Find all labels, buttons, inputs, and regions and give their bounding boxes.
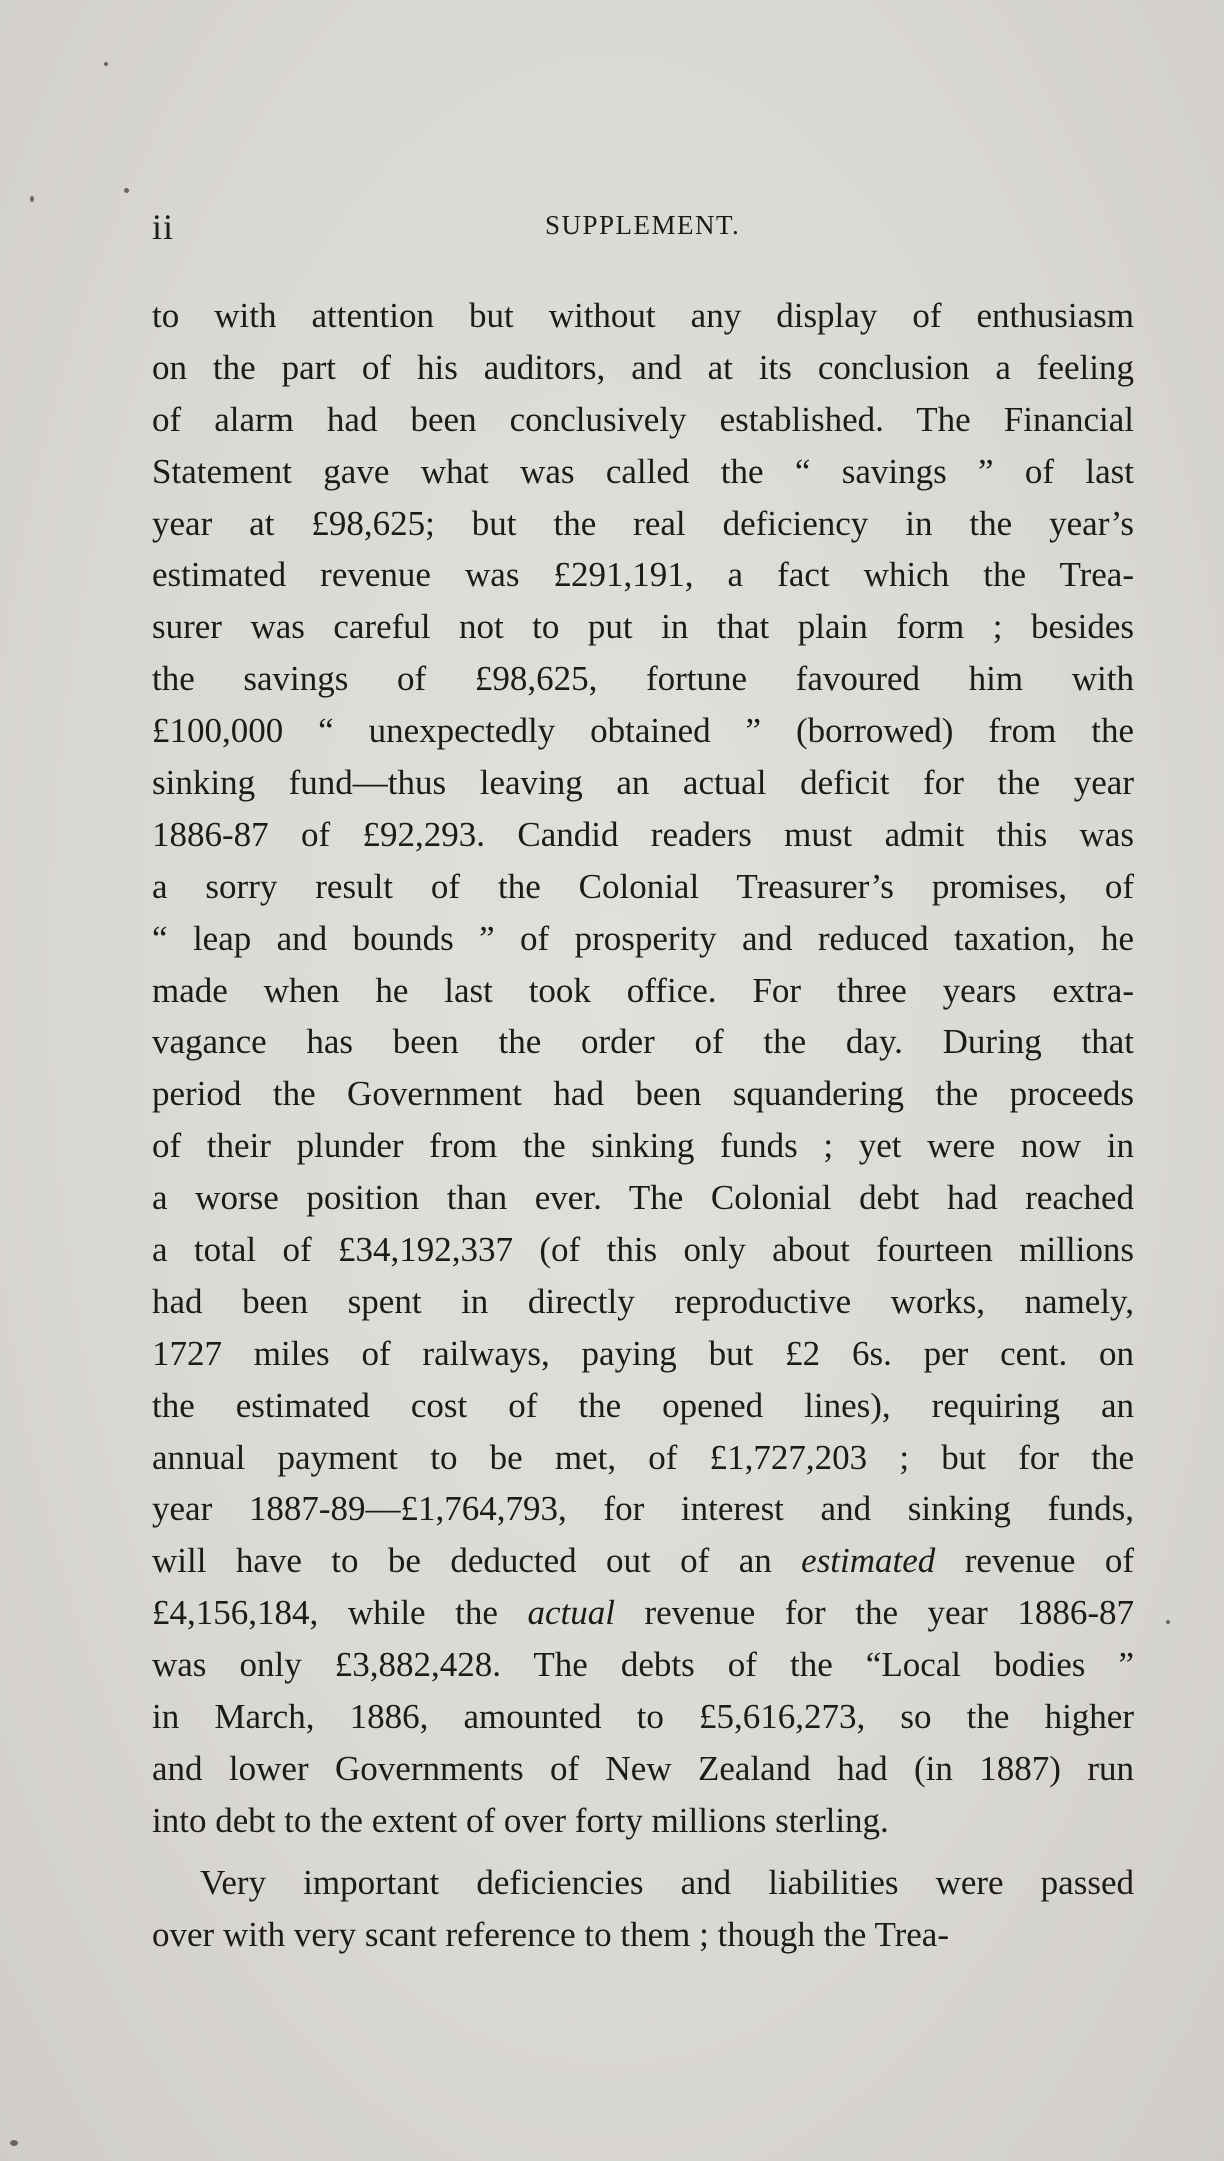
page-number: ii bbox=[152, 207, 175, 247]
text-line: of alarm had been conclusively established. The Financial bbox=[152, 399, 1134, 439]
text-line bbox=[152, 1587, 1134, 1639]
paper-speck bbox=[104, 62, 108, 66]
text-line bbox=[152, 1535, 1134, 1587]
text-line: period the Government had been squandering the proceeds bbox=[152, 1074, 1134, 1114]
text-line: estimated revenue was £291,191, a fact which the Trea- bbox=[152, 555, 1134, 595]
text-line: the estimated cost of the opened lines), requiring an bbox=[152, 1385, 1134, 1425]
text-line: a worse position than ever. The Colonial debt had reached bbox=[152, 1178, 1134, 1218]
paragraph bbox=[152, 290, 1134, 1847]
text-line: “ leap and bounds ” of prosperity and reduced taxation, he bbox=[152, 918, 1134, 958]
text-line: a sorry result of the Colonial Treasurer’s promises, of bbox=[152, 866, 1134, 906]
text-line: made when he last took office. For three years extra- bbox=[152, 970, 1134, 1010]
text-line: to with attention but without any display of enthusiasm bbox=[152, 296, 1134, 335]
italic-word: estimated bbox=[801, 1541, 936, 1581]
page-header bbox=[152, 206, 1132, 250]
text-line: on the part of his auditors, and at its conclusion a feeling bbox=[152, 347, 1134, 387]
text-line: into debt to the extent of over forty millions sterling. bbox=[152, 1800, 889, 1840]
paper-speck bbox=[10, 2140, 18, 2146]
text-line: surer was careful not to put in that plain form ; besides bbox=[152, 607, 1134, 647]
text-line: 1886-87 of £92,293. Candid readers must admit this was bbox=[152, 814, 1134, 854]
text-line: Statement gave what was called the “ savings ” of last bbox=[152, 451, 1134, 491]
text-run: revenue of bbox=[935, 1541, 1134, 1581]
text-line: had been spent in directly reproductive works, namely, bbox=[152, 1281, 1134, 1321]
text-line: year 1887-89—£1,764,793, for interest and sinking funds, bbox=[152, 1489, 1134, 1529]
text-line: in March, 1886, amounted to £5,616,273, so the higher bbox=[152, 1697, 1134, 1737]
paragraph-gap bbox=[152, 1847, 1134, 1857]
italic-word: actual bbox=[527, 1593, 615, 1633]
text-line: over with very scant reference to them ; though the Trea- bbox=[152, 1914, 949, 1954]
text-line: year at £98,625; but the real deficiency in the year’s bbox=[152, 503, 1134, 543]
text-run: £4,156,184, while the bbox=[152, 1593, 528, 1633]
paper-speck bbox=[30, 196, 34, 202]
text-line: £100,000 “ unexpectedly obtained ” (borrowed) from the bbox=[152, 711, 1134, 751]
text-run: will have to be deducted out of an bbox=[152, 1541, 802, 1581]
text-line: annual payment to be met, of £1,727,203 ; but for the bbox=[152, 1437, 1134, 1477]
text-line: of their plunder from the sinking funds ; yet were now in bbox=[152, 1126, 1134, 1166]
text-line: the savings of £98,625, fortune favoured him with bbox=[152, 659, 1134, 699]
paper-speck bbox=[1166, 1620, 1170, 1624]
text-line: vagance has been the order of the day. During that bbox=[152, 1022, 1134, 1062]
text-run: revenue for the year 1886-87 bbox=[614, 1593, 1134, 1633]
text-line: Very important deficiencies and liabilities were passed bbox=[200, 1862, 1134, 1902]
text-line: sinking fund—thus leaving an actual deficit for the year bbox=[152, 763, 1134, 803]
text-line: and lower Governments of New Zealand had (in 1887) run bbox=[152, 1748, 1134, 1788]
body-text bbox=[152, 290, 1134, 1961]
text-line: a total of £34,192,337 (of this only about fourteen millions bbox=[152, 1230, 1134, 1270]
paragraph bbox=[152, 1857, 1134, 1961]
text-line: 1727 miles of railways, paying but £2 6s. per cent. on bbox=[152, 1333, 1134, 1373]
text-line: was only £3,882,428. The debts of the “Local bodies ” bbox=[152, 1645, 1134, 1685]
paper-speck bbox=[124, 188, 129, 193]
running-head: SUPPLEMENT. bbox=[545, 210, 741, 240]
